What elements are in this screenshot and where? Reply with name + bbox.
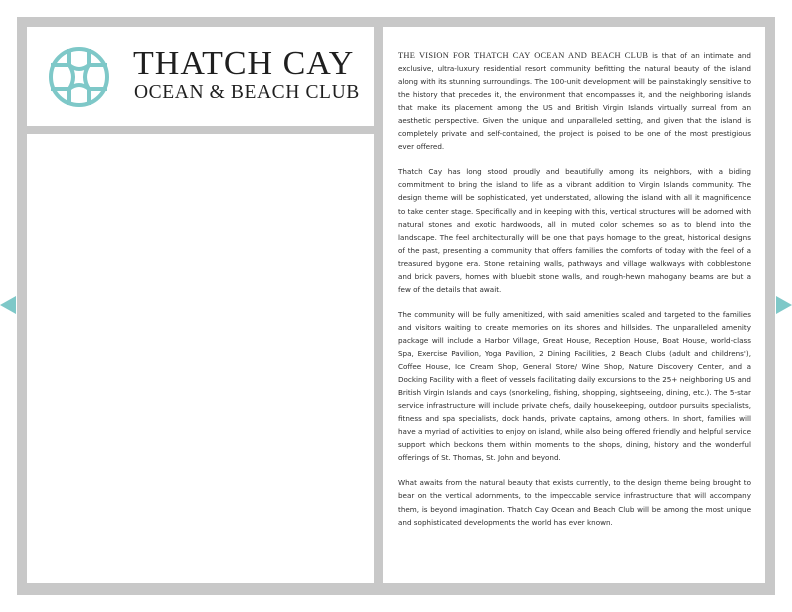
triangle-left-icon[interactable]: [0, 296, 16, 314]
article-body: [398, 49, 751, 541]
article-panel: [383, 27, 765, 583]
article-paragraph-3: The community will be fully amenitized, with said amenities scaled and targeted to the families and visitors waiting to create memories on its shores and hillsides. The unparalleled amenity package will include a Harbor Village, Great House, Reception House, Boat House, world-class Spa, Exercise Pavilion, Yoga Pavilion, 2 Dining Facilities, 2 Beach Clubs (adult and childrens'), Coffee House, Ice Cream Shop, General Store/ Wine Shop, Nature Discovery Center, and a Docking Facility with a fleet of vessels facilitating daily excursions to the 25+ neighboring US and British Virgin Islands and cays (snorkeling, fishing, shopping, sightseeing, dining, etc.). The 5-star service infrastructure will include private chefs, daily housekeeping, outdoor pursuits specialists, fitness and spa specialists, dock hands, private captains, among others. In short, families will have a myriad of activities to enjoy on island, while also being offered friendly and helpful service support which beckons them within moments to the shops, dining, history and the wonderful offerings of St. Thomas, St. John and beyond.: [398, 309, 751, 463]
article-paragraph-1: [398, 49, 751, 153]
article-paragraph-4: What awaits from the natural beauty that exists currently, to the design theme being brought to bear on the vertical adornments, to the impeccable service infrastructure that will accompany them, is beyond imagination. Thatch Cay Ocean and Beach Club will be among the most unique and sophisticated developments the world has ever known.: [398, 478, 751, 527]
page-frame: [17, 17, 775, 595]
article-lead: THE VISION FOR THATCH CAY OCEAN AND BEACH CLUB: [398, 51, 649, 60]
article-paragraph-2: Thatch Cay has long stood proudly and beautifully among its neighbors, with a biding commitment to bring the island to life as a vibrant addition to Virgin Islands community. The design theme will be sophisticated, yet understated, allowing the island with all it magnificence to take center stage. Specifically and in keeping with this, vertical structures will be adorned with natural stones and exotic hardwoods, all in muted color schemes so as to blend into the landscape. The feel architecturally will be one that pays homage to the great, historical designs of the past, presenting a community that offers families the comforts of today with the feel of a treasured bygone era. Stone retaining walls, pathways and village walkways with cobblestone and brick pavers, homes with bluebit stone walls, and rough-hewn mahogany beams are but a few of the details that await.: [398, 167, 751, 294]
celtic-cross-knot-icon: [47, 45, 111, 109]
article-paragraph-1-text: is that of an intimate and exclusive, ultra-luxury residential resort community befitting the natural beauty of the island along with its stunning surroundings. The 100-unit development will be painstakingly sensitive to the history that precedes it, the environment that encompasses it, and the neighboring islands that make its placement among the US and British Virgin Islands virtually surreal from an aesthetic perspective. Given the unique and unparalleled setting, and given that the island is completely private and self-contained, the project is poised to be one of the most prestigious ever offered.: [398, 51, 751, 152]
logo-subtitle: OCEAN & BEACH CLUB: [134, 82, 360, 103]
image-placeholder-panel: [27, 134, 374, 583]
logo-panel: [27, 27, 374, 126]
logo-title: THATCH CAY: [133, 45, 355, 82]
triangle-right-icon[interactable]: [776, 296, 792, 314]
